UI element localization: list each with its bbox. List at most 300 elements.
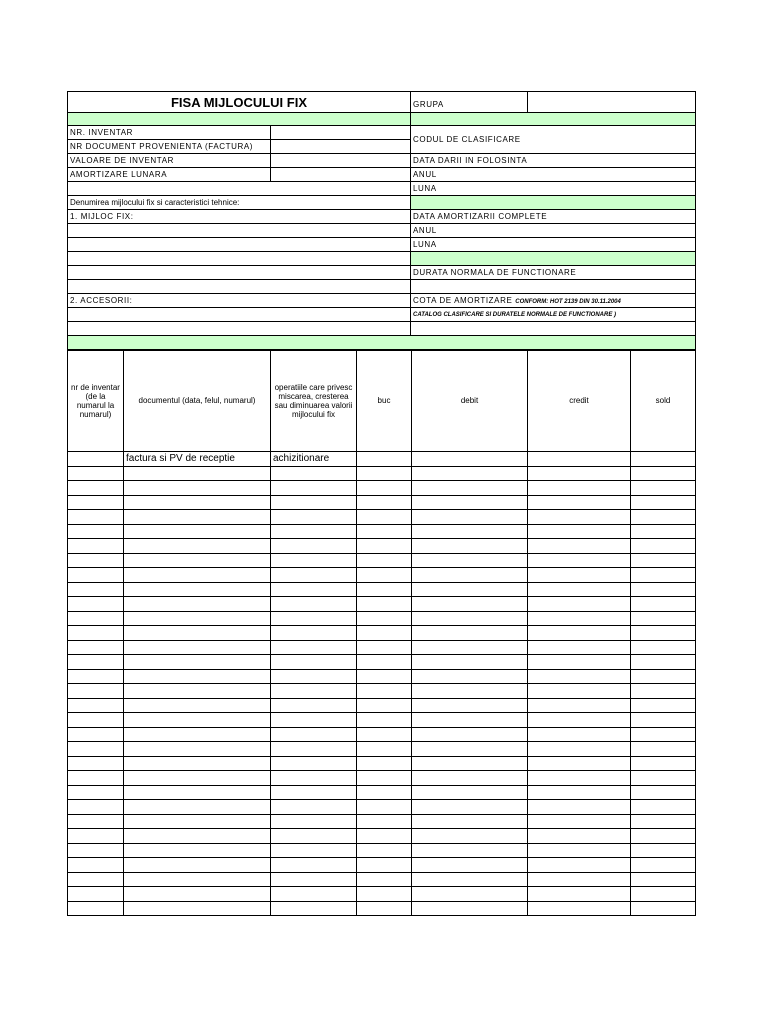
table-cell[interactable] bbox=[357, 597, 412, 612]
table-cell[interactable] bbox=[528, 611, 631, 626]
table-cell[interactable] bbox=[631, 742, 696, 757]
table-row bbox=[68, 495, 696, 510]
table-cell[interactable] bbox=[528, 568, 631, 583]
col-debit-header: debit bbox=[412, 351, 528, 452]
table-cell[interactable] bbox=[528, 756, 631, 771]
table-cell[interactable] bbox=[357, 829, 412, 844]
table-cell[interactable] bbox=[412, 655, 528, 670]
table-cell[interactable] bbox=[631, 858, 696, 873]
table-cell[interactable] bbox=[271, 785, 357, 800]
table-row bbox=[68, 611, 696, 626]
table-cell[interactable] bbox=[528, 626, 631, 641]
table-cell[interactable] bbox=[412, 684, 528, 699]
table-cell[interactable] bbox=[357, 698, 412, 713]
table-cell[interactable] bbox=[68, 582, 124, 597]
table-cell[interactable] bbox=[412, 756, 528, 771]
table-cell[interactable] bbox=[271, 814, 357, 829]
table-row bbox=[68, 481, 696, 496]
valoare-inventar-label: VALOARE DE INVENTAR bbox=[68, 154, 271, 168]
table-cell[interactable] bbox=[528, 829, 631, 844]
table-cell[interactable] bbox=[528, 669, 631, 684]
table-cell[interactable] bbox=[528, 524, 631, 539]
table-cell[interactable] bbox=[412, 814, 528, 829]
table-cell[interactable] bbox=[271, 510, 357, 525]
cota-label-text: COTA DE AMORTIZARE bbox=[413, 295, 513, 305]
table-cell[interactable] bbox=[271, 481, 357, 496]
table-cell[interactable] bbox=[631, 814, 696, 829]
table-cell[interactable] bbox=[357, 785, 412, 800]
data-darii-label: DATA DARII IN FOLOSINTA bbox=[411, 154, 696, 168]
table-cell[interactable] bbox=[68, 872, 124, 887]
ledger-table bbox=[67, 350, 696, 916]
table-cell[interactable] bbox=[357, 640, 412, 655]
table-cell[interactable] bbox=[68, 858, 124, 873]
table-cell[interactable] bbox=[68, 655, 124, 670]
table-cell[interactable] bbox=[631, 582, 696, 597]
table-cell[interactable] bbox=[357, 582, 412, 597]
table-row bbox=[68, 800, 696, 815]
table-cell[interactable] bbox=[68, 814, 124, 829]
table-cell[interactable] bbox=[357, 655, 412, 670]
table-row bbox=[68, 713, 696, 728]
table-cell[interactable] bbox=[271, 582, 357, 597]
table-row bbox=[68, 727, 696, 742]
table-cell[interactable] bbox=[271, 742, 357, 757]
table-row bbox=[68, 684, 696, 699]
table-cell[interactable] bbox=[357, 771, 412, 786]
durata-label: DURATA NORMALA DE FUNCTIONARE bbox=[411, 266, 696, 280]
table-cell[interactable] bbox=[357, 539, 412, 554]
table-cell[interactable] bbox=[528, 785, 631, 800]
table-cell[interactable] bbox=[124, 742, 271, 757]
table-cell[interactable] bbox=[528, 597, 631, 612]
table-cell[interactable] bbox=[357, 684, 412, 699]
table-cell[interactable] bbox=[271, 698, 357, 713]
table-cell[interactable] bbox=[528, 466, 631, 481]
table-cell[interactable] bbox=[68, 887, 124, 902]
table-cell[interactable] bbox=[412, 452, 528, 467]
blank-row[interactable] bbox=[411, 280, 696, 294]
table-cell[interactable] bbox=[271, 626, 357, 641]
blank-row[interactable] bbox=[411, 322, 696, 336]
table-cell[interactable] bbox=[124, 829, 271, 844]
accesorii-label: 2. ACCESORII: bbox=[68, 294, 411, 308]
table-cell[interactable] bbox=[357, 611, 412, 626]
table-cell[interactable] bbox=[68, 524, 124, 539]
table-cell[interactable] bbox=[412, 771, 528, 786]
table-row bbox=[68, 568, 696, 583]
table-cell[interactable] bbox=[631, 640, 696, 655]
table-cell[interactable] bbox=[68, 756, 124, 771]
table-cell[interactable] bbox=[68, 698, 124, 713]
table-cell[interactable] bbox=[528, 655, 631, 670]
table-cell[interactable] bbox=[412, 698, 528, 713]
blank-row[interactable] bbox=[68, 280, 411, 294]
table-cell[interactable] bbox=[631, 626, 696, 641]
table-cell[interactable] bbox=[271, 597, 357, 612]
blank-row[interactable] bbox=[68, 322, 411, 336]
anul-label: ANUL bbox=[411, 168, 696, 182]
table-cell[interactable] bbox=[271, 553, 357, 568]
table-cell[interactable] bbox=[124, 611, 271, 626]
codul-clasificare-label: CODUL DE CLASIFICARE bbox=[411, 126, 696, 154]
table-cell[interactable] bbox=[631, 727, 696, 742]
table-cell[interactable] bbox=[124, 655, 271, 670]
table-cell[interactable] bbox=[271, 887, 357, 902]
table-cell[interactable] bbox=[357, 495, 412, 510]
table-cell[interactable] bbox=[412, 742, 528, 757]
table-cell[interactable] bbox=[528, 742, 631, 757]
col-credit-header: credit bbox=[528, 351, 631, 452]
table-cell[interactable] bbox=[271, 655, 357, 670]
table-cell[interactable] bbox=[271, 539, 357, 554]
table-cell[interactable] bbox=[357, 553, 412, 568]
table-row bbox=[68, 872, 696, 887]
table-cell[interactable] bbox=[68, 800, 124, 815]
table-cell[interactable] bbox=[631, 872, 696, 887]
table-cell[interactable] bbox=[357, 568, 412, 583]
page-title: FISA MIJLOCULUI FIX bbox=[68, 92, 411, 113]
table-cell[interactable] bbox=[412, 901, 528, 916]
table-cell[interactable] bbox=[124, 785, 271, 800]
table-cell[interactable] bbox=[271, 727, 357, 742]
table-row bbox=[68, 582, 696, 597]
table-cell[interactable] bbox=[528, 901, 631, 916]
table-cell[interactable] bbox=[631, 684, 696, 699]
table-cell[interactable] bbox=[412, 843, 528, 858]
table-cell[interactable]: achizitionare bbox=[271, 452, 357, 467]
col-operatiile-header: operatiile care privesc miscarea, cresterea sau diminuarea valorii mijlocului fix bbox=[271, 351, 357, 452]
table-cell[interactable] bbox=[631, 713, 696, 728]
table-cell[interactable] bbox=[124, 858, 271, 873]
table-row bbox=[68, 698, 696, 713]
table-cell[interactable] bbox=[68, 481, 124, 496]
table-row bbox=[68, 626, 696, 641]
table-cell[interactable] bbox=[631, 553, 696, 568]
table-cell[interactable] bbox=[68, 829, 124, 844]
blank-row bbox=[68, 182, 411, 196]
table-cell[interactable] bbox=[271, 568, 357, 583]
table-cell[interactable] bbox=[357, 887, 412, 902]
table-cell[interactable] bbox=[357, 901, 412, 916]
table-cell[interactable] bbox=[631, 452, 696, 467]
table-cell[interactable] bbox=[412, 669, 528, 684]
table-cell[interactable] bbox=[528, 858, 631, 873]
table-cell[interactable] bbox=[68, 727, 124, 742]
table-cell[interactable] bbox=[631, 756, 696, 771]
table-cell[interactable] bbox=[68, 510, 124, 525]
nr-inventar-value[interactable] bbox=[271, 126, 411, 140]
table-cell[interactable] bbox=[412, 611, 528, 626]
table-cell[interactable] bbox=[357, 843, 412, 858]
table-cell[interactable] bbox=[271, 843, 357, 858]
green-band bbox=[68, 336, 696, 350]
table-cell[interactable] bbox=[631, 800, 696, 815]
table-cell[interactable] bbox=[412, 785, 528, 800]
table-cell[interactable] bbox=[124, 843, 271, 858]
table-cell[interactable] bbox=[68, 742, 124, 757]
amortizare-lunara-label: AMORTIZARE LUNARA bbox=[68, 168, 271, 182]
table-cell[interactable] bbox=[271, 829, 357, 844]
table-cell[interactable] bbox=[357, 727, 412, 742]
blank-row[interactable] bbox=[68, 266, 411, 280]
green-band bbox=[411, 113, 696, 126]
table-row bbox=[68, 756, 696, 771]
table-cell[interactable] bbox=[271, 858, 357, 873]
grupa-value[interactable] bbox=[528, 92, 696, 113]
table-cell[interactable] bbox=[124, 800, 271, 815]
table-cell[interactable] bbox=[412, 481, 528, 496]
table-cell[interactable] bbox=[528, 843, 631, 858]
table-cell[interactable] bbox=[124, 771, 271, 786]
table-row bbox=[68, 510, 696, 525]
table-cell[interactable] bbox=[631, 698, 696, 713]
table-cell[interactable] bbox=[124, 539, 271, 554]
table-cell[interactable] bbox=[412, 466, 528, 481]
table-cell[interactable] bbox=[412, 640, 528, 655]
table-cell[interactable] bbox=[631, 901, 696, 916]
table-cell[interactable] bbox=[631, 597, 696, 612]
table-cell[interactable] bbox=[357, 626, 412, 641]
col-buc-header: buc bbox=[357, 351, 412, 452]
table-row bbox=[68, 669, 696, 684]
table-cell[interactable] bbox=[68, 843, 124, 858]
amortizare-lunara-value[interactable] bbox=[271, 168, 411, 182]
table-cell[interactable] bbox=[412, 829, 528, 844]
table-cell[interactable] bbox=[631, 785, 696, 800]
table-cell[interactable] bbox=[68, 452, 124, 467]
table-cell[interactable] bbox=[124, 713, 271, 728]
table-cell[interactable] bbox=[68, 539, 124, 554]
table-cell[interactable] bbox=[528, 539, 631, 554]
col-nr-inventar-header: nr de inventar (de la numarul la numarul) bbox=[68, 351, 124, 452]
table-cell[interactable] bbox=[124, 756, 271, 771]
table-row bbox=[68, 539, 696, 554]
table-cell[interactable] bbox=[124, 553, 271, 568]
table-row bbox=[68, 771, 696, 786]
table-cell[interactable] bbox=[631, 568, 696, 583]
table-row bbox=[68, 655, 696, 670]
table-cell[interactable] bbox=[271, 640, 357, 655]
table-cell[interactable] bbox=[68, 466, 124, 481]
table-cell[interactable] bbox=[68, 495, 124, 510]
data-amortizarii-label: DATA AMORTIZARII COMPLETE bbox=[411, 210, 696, 224]
table-cell[interactable] bbox=[271, 800, 357, 815]
table-row bbox=[68, 597, 696, 612]
table-cell[interactable] bbox=[124, 640, 271, 655]
table-cell[interactable] bbox=[528, 771, 631, 786]
table-cell[interactable] bbox=[124, 568, 271, 583]
table-cell[interactable] bbox=[412, 872, 528, 887]
table-cell[interactable] bbox=[271, 611, 357, 626]
table-cell[interactable] bbox=[124, 524, 271, 539]
table-cell[interactable] bbox=[357, 756, 412, 771]
nr-document-value[interactable] bbox=[271, 140, 411, 154]
denumirea-label: Denumirea mijlocului fix si caracteristici tehnice: bbox=[68, 196, 411, 210]
table-cell[interactable] bbox=[357, 742, 412, 757]
table-cell[interactable] bbox=[68, 771, 124, 786]
table-cell[interactable] bbox=[412, 568, 528, 583]
table-cell[interactable] bbox=[124, 510, 271, 525]
table-cell[interactable] bbox=[528, 727, 631, 742]
table-cell[interactable] bbox=[271, 466, 357, 481]
table-cell[interactable] bbox=[68, 901, 124, 916]
table-cell[interactable] bbox=[412, 539, 528, 554]
blank-row[interactable] bbox=[68, 224, 411, 238]
table-cell[interactable] bbox=[68, 713, 124, 728]
table-cell[interactable] bbox=[357, 800, 412, 815]
table-cell[interactable] bbox=[357, 872, 412, 887]
table-cell[interactable] bbox=[357, 481, 412, 496]
table-cell[interactable] bbox=[528, 553, 631, 568]
table-cell[interactable] bbox=[124, 626, 271, 641]
table-cell[interactable] bbox=[528, 887, 631, 902]
table-cell[interactable] bbox=[631, 771, 696, 786]
table-cell[interactable] bbox=[271, 713, 357, 728]
table-cell[interactable] bbox=[412, 626, 528, 641]
table-cell[interactable] bbox=[68, 640, 124, 655]
table-cell[interactable] bbox=[124, 495, 271, 510]
table-cell[interactable] bbox=[412, 858, 528, 873]
table-cell[interactable] bbox=[631, 524, 696, 539]
table-cell[interactable] bbox=[271, 495, 357, 510]
table-cell[interactable] bbox=[124, 481, 271, 496]
table-cell[interactable] bbox=[631, 611, 696, 626]
table-cell[interactable] bbox=[412, 553, 528, 568]
table-cell[interactable] bbox=[528, 814, 631, 829]
table-cell[interactable] bbox=[412, 510, 528, 525]
table-cell[interactable] bbox=[631, 669, 696, 684]
table-cell[interactable] bbox=[124, 597, 271, 612]
valoare-inventar-value[interactable] bbox=[271, 154, 411, 168]
table-cell[interactable] bbox=[528, 481, 631, 496]
table-cell[interactable] bbox=[631, 539, 696, 554]
table-cell[interactable] bbox=[357, 858, 412, 873]
nr-inventar-label: NR. INVENTAR bbox=[68, 126, 271, 140]
table-cell[interactable] bbox=[631, 887, 696, 902]
catalog-note: CATALOG CLASIFICARE SI DURATELE NORMALE DE FUNCTIONARE ) bbox=[411, 308, 696, 322]
table-cell[interactable] bbox=[412, 524, 528, 539]
table-cell[interactable] bbox=[357, 713, 412, 728]
table-cell[interactable] bbox=[412, 713, 528, 728]
table-cell[interactable] bbox=[271, 771, 357, 786]
table-cell[interactable] bbox=[357, 814, 412, 829]
table-cell[interactable] bbox=[412, 597, 528, 612]
table-cell[interactable] bbox=[528, 510, 631, 525]
table-cell[interactable] bbox=[124, 727, 271, 742]
table-cell[interactable] bbox=[528, 582, 631, 597]
table-cell[interactable] bbox=[124, 582, 271, 597]
table-row bbox=[68, 858, 696, 873]
green-band bbox=[411, 196, 696, 210]
table-cell[interactable] bbox=[412, 800, 528, 815]
cota-amortizare-label bbox=[411, 294, 696, 308]
table-cell[interactable] bbox=[357, 466, 412, 481]
table-cell[interactable] bbox=[357, 452, 412, 467]
table-row bbox=[68, 553, 696, 568]
table-cell[interactable] bbox=[528, 800, 631, 815]
table-cell[interactable] bbox=[68, 553, 124, 568]
table-row bbox=[68, 640, 696, 655]
nr-document-label: NR DOCUMENT PROVENIENTA (FACTURA) bbox=[68, 140, 271, 154]
table-cell[interactable] bbox=[631, 829, 696, 844]
table-cell[interactable] bbox=[271, 756, 357, 771]
table-cell[interactable] bbox=[124, 872, 271, 887]
table-cell[interactable] bbox=[68, 626, 124, 641]
table-cell[interactable] bbox=[528, 684, 631, 699]
table-cell[interactable] bbox=[68, 597, 124, 612]
table-cell[interactable] bbox=[631, 495, 696, 510]
table-cell[interactable] bbox=[271, 669, 357, 684]
table-row bbox=[68, 843, 696, 858]
table-cell[interactable] bbox=[124, 887, 271, 902]
table-cell[interactable] bbox=[68, 611, 124, 626]
table-cell[interactable] bbox=[528, 452, 631, 467]
table-cell[interactable] bbox=[528, 698, 631, 713]
table-cell[interactable] bbox=[412, 582, 528, 597]
table-cell[interactable] bbox=[412, 495, 528, 510]
table-row bbox=[68, 901, 696, 916]
col-sold-header: sold bbox=[631, 351, 696, 452]
header-table bbox=[67, 91, 696, 350]
table-cell[interactable] bbox=[124, 466, 271, 481]
table-cell[interactable] bbox=[124, 669, 271, 684]
table-cell[interactable] bbox=[271, 684, 357, 699]
table-row bbox=[68, 466, 696, 481]
table-row bbox=[68, 814, 696, 829]
table-cell[interactable] bbox=[357, 510, 412, 525]
table-cell[interactable] bbox=[631, 466, 696, 481]
table-row bbox=[68, 829, 696, 844]
table-cell[interactable] bbox=[68, 669, 124, 684]
table-row bbox=[68, 887, 696, 902]
table-cell[interactable] bbox=[631, 843, 696, 858]
col-documentul-header: documentul (data, felul, numarul) bbox=[124, 351, 271, 452]
table-cell[interactable] bbox=[124, 698, 271, 713]
blank-row[interactable] bbox=[68, 238, 411, 252]
table-cell[interactable] bbox=[124, 684, 271, 699]
table-cell[interactable] bbox=[271, 872, 357, 887]
blank-row[interactable] bbox=[68, 252, 411, 266]
table-cell[interactable] bbox=[528, 872, 631, 887]
table-row bbox=[68, 785, 696, 800]
luna-label: LUNA bbox=[411, 238, 696, 252]
table-cell[interactable] bbox=[68, 684, 124, 699]
table-cell[interactable] bbox=[124, 814, 271, 829]
table-cell[interactable] bbox=[631, 655, 696, 670]
table-cell[interactable] bbox=[528, 495, 631, 510]
table-cell[interactable] bbox=[412, 887, 528, 902]
table-cell[interactable] bbox=[271, 524, 357, 539]
grupa-label: GRUPA bbox=[411, 92, 528, 113]
table-cell[interactable] bbox=[124, 901, 271, 916]
table-cell[interactable]: factura si PV de receptie bbox=[124, 452, 271, 467]
table-cell[interactable] bbox=[631, 510, 696, 525]
table-cell[interactable] bbox=[528, 640, 631, 655]
table-row bbox=[68, 524, 696, 539]
table-cell[interactable] bbox=[68, 568, 124, 583]
green-band bbox=[411, 252, 696, 266]
anul-label: ANUL bbox=[411, 224, 696, 238]
table-cell[interactable] bbox=[357, 669, 412, 684]
table-cell[interactable] bbox=[271, 901, 357, 916]
table-cell[interactable] bbox=[412, 727, 528, 742]
table-cell[interactable] bbox=[68, 785, 124, 800]
table-cell[interactable] bbox=[528, 713, 631, 728]
table-cell[interactable] bbox=[631, 481, 696, 496]
blank-row[interactable] bbox=[68, 308, 411, 322]
table-cell[interactable] bbox=[357, 524, 412, 539]
